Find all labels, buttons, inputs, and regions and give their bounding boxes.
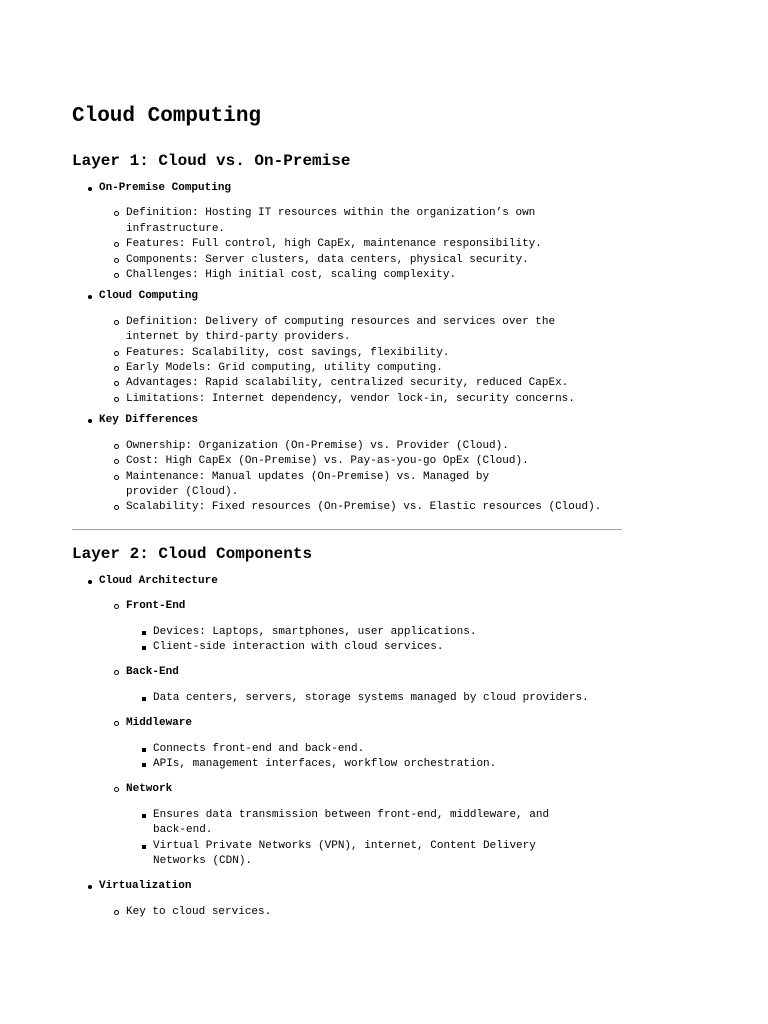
list-item: Key to cloud services.	[99, 905, 624, 920]
list-item: Features: Scalability, cost savings, flexibility.	[99, 346, 624, 361]
list-item: Data centers, servers, storage systems managed by cloud providers.	[126, 691, 624, 706]
detail-list	[126, 625, 624, 656]
list-item: Scalability: Fixed resources (On-Premise) vs. Elastic resources (Cloud).	[99, 500, 624, 515]
list-item: Ensures data transmission between front-end, middleware, and back-end.	[126, 808, 573, 839]
list-item	[99, 782, 624, 869]
section-divider	[72, 529, 622, 530]
section-label: On-Premise Computing	[99, 182, 232, 194]
part-label: Front-End	[126, 600, 186, 613]
layer1-list	[72, 181, 624, 516]
list-item	[99, 716, 624, 772]
section-label: Cloud Computing	[99, 290, 199, 303]
section-label: Virtualization	[99, 880, 192, 893]
list-item: Early Models: Grid computing, utility computing.	[99, 361, 624, 376]
list-item	[72, 289, 624, 407]
list-item: APIs, management interfaces, workflow orchestration.	[126, 757, 624, 772]
list-item: Definition: Hosting IT resources within the organization’s own infrastructure.	[99, 206, 546, 237]
part-label: Middleware	[126, 717, 193, 730]
list-item: Features: Full control, high CapEx, maintenance responsibility.	[99, 237, 624, 252]
layer2-list	[72, 574, 624, 921]
page-title: Cloud Computing	[72, 105, 262, 128]
list-item	[72, 879, 624, 920]
sub-list	[99, 599, 624, 869]
sub-list	[99, 439, 624, 516]
list-item: Advantages: Rapid scalability, centralized security, reduced CapEx.	[99, 376, 624, 391]
list-item: Connects front-end and back-end.	[126, 742, 624, 757]
list-item: Limitations: Internet dependency, vendor lock-in, security concerns.	[99, 392, 624, 407]
list-item: Definition: Delivery of computing resources and services over the internet by third-party providers.	[99, 315, 561, 346]
list-item	[72, 413, 624, 515]
sub-list	[99, 905, 624, 920]
list-item: Challenges: High initial cost, scaling complexity.	[99, 268, 624, 283]
part-label: Network	[126, 783, 173, 796]
list-item: Virtual Private Networks (VPN), internet, Content Delivery Networks (CDN).	[126, 839, 538, 870]
layer2-heading: Layer 2: Cloud Components	[72, 544, 313, 563]
part-label: Back-End	[126, 666, 179, 679]
section-label: Cloud Architecture	[99, 574, 218, 587]
detail-list	[126, 742, 624, 773]
list-item: Client-side interaction with cloud services.	[126, 640, 624, 655]
list-item	[72, 181, 624, 283]
sub-list	[99, 315, 624, 407]
list-item: Maintenance: Manual updates (On-Premise) vs. Managed by provider (Cloud).	[99, 470, 546, 501]
list-item: Ownership: Organization (On-Premise) vs. Provider (Cloud).	[99, 439, 624, 454]
detail-list	[126, 691, 624, 706]
detail-list	[126, 808, 624, 870]
section-label: Key Differences	[99, 414, 199, 427]
list-item	[99, 599, 624, 655]
list-item: Devices: Laptops, smartphones, user applications.	[126, 625, 624, 640]
list-item	[99, 665, 624, 706]
document-page	[72, 104, 624, 926]
sub-list	[99, 206, 624, 283]
list-item	[72, 574, 624, 870]
layer1-heading: Layer 1: Cloud vs. On-Premise	[72, 152, 351, 170]
list-item: Components: Server clusters, data centers, physical security.	[99, 253, 624, 268]
list-item: Cost: High CapEx (On-Premise) vs. Pay-as-you-go OpEx (Cloud).	[99, 454, 624, 469]
